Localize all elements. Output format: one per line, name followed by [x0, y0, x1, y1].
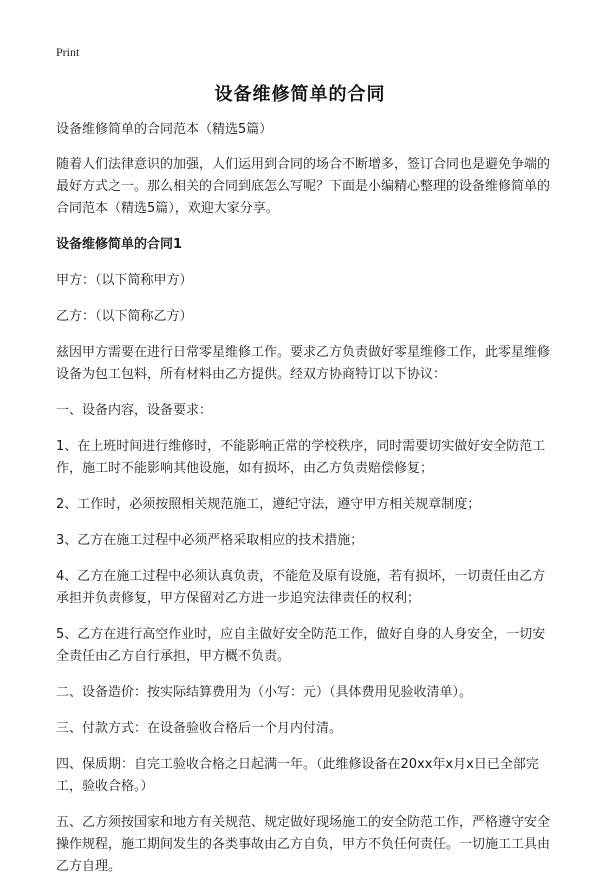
- clause-paragraph: 二、设备造价：按实际结算费用为（小写：元）（具体费用见验收清单）。: [56, 685, 473, 700]
- clause-paragraph: 2、工作时，必须按照相关规范施工，遵纪守法，遵守甲方相关规章制度；: [56, 497, 481, 512]
- clause-paragraph: 五、乙方须按国家和地方有关规范、规定做好现场施工的安全防范工作，严格遵守安全操作规程，施工期间发生的各类事故由乙方自负，甲方不负任何责任。一切施工工具由乙方自理。: [56, 815, 551, 874]
- clause-paragraph: 四、保质期：自完工验收合格之日起满一年。（此维修设备在20xx年x月x日已全部完工，验收合格。）: [56, 757, 539, 794]
- party-a-line: 甲方：（以下简称甲方）: [56, 273, 193, 288]
- document-subtitle: 设备维修简单的合同范本（精选5篇）: [56, 122, 273, 137]
- section-heading: 设备维修简单的合同1: [56, 237, 183, 252]
- clause-paragraph: 4、乙方在施工过程中必须认真负责，不能危及原有设施，若有损坏，一切责任由乙方承担并负责修复，甲方保留对乙方进一步追究法律责任的权利；: [56, 569, 546, 606]
- print-label: Print: [56, 45, 80, 59]
- clause-paragraph: 三、付款方式：在设备验收合格后一个月内付清。: [56, 721, 343, 736]
- clause-paragraph: 1、在上班时间进行维修时，不能影响正常的学校秩序，同时需要切实做好安全防范工作，施工时不能影响其他设施，如有损坏，由乙方负责赔偿修复；: [56, 439, 546, 476]
- preamble-paragraph: 兹因甲方需要在进行日常零星维修工作。要求乙方负责做好零星维修工作，此零星维修设备为包工包料，所有材料由乙方提供。经双方协商特订以下协议：: [56, 345, 551, 382]
- intro-paragraph: 随着人们法律意识的加强，人们运用到合同的场合不断增多，签订合同也是避免争端的最好方式之一。那么相关的合同到底怎么写呢？下面是小编精心整理的设备维修简单的合同范本（精选5篇），欢迎大家分享。: [56, 157, 551, 216]
- clause-paragraph: 5、乙方在进行高空作业时，应自主做好安全防范工作，做好自身的人身安全，一切安全责任由乙方自行承担，甲方概不负责。: [56, 627, 546, 664]
- party-b-line: 乙方：（以下简称乙方）: [56, 309, 193, 324]
- clause-paragraph: 一、设备内容，设备要求：: [56, 403, 213, 418]
- document-title: 设备维修简单的合同: [214, 84, 386, 105]
- document-body: [56, 119, 550, 892]
- clause-paragraph: 3、乙方在施工过程中必须严格采取相应的技术措施；: [56, 533, 364, 548]
